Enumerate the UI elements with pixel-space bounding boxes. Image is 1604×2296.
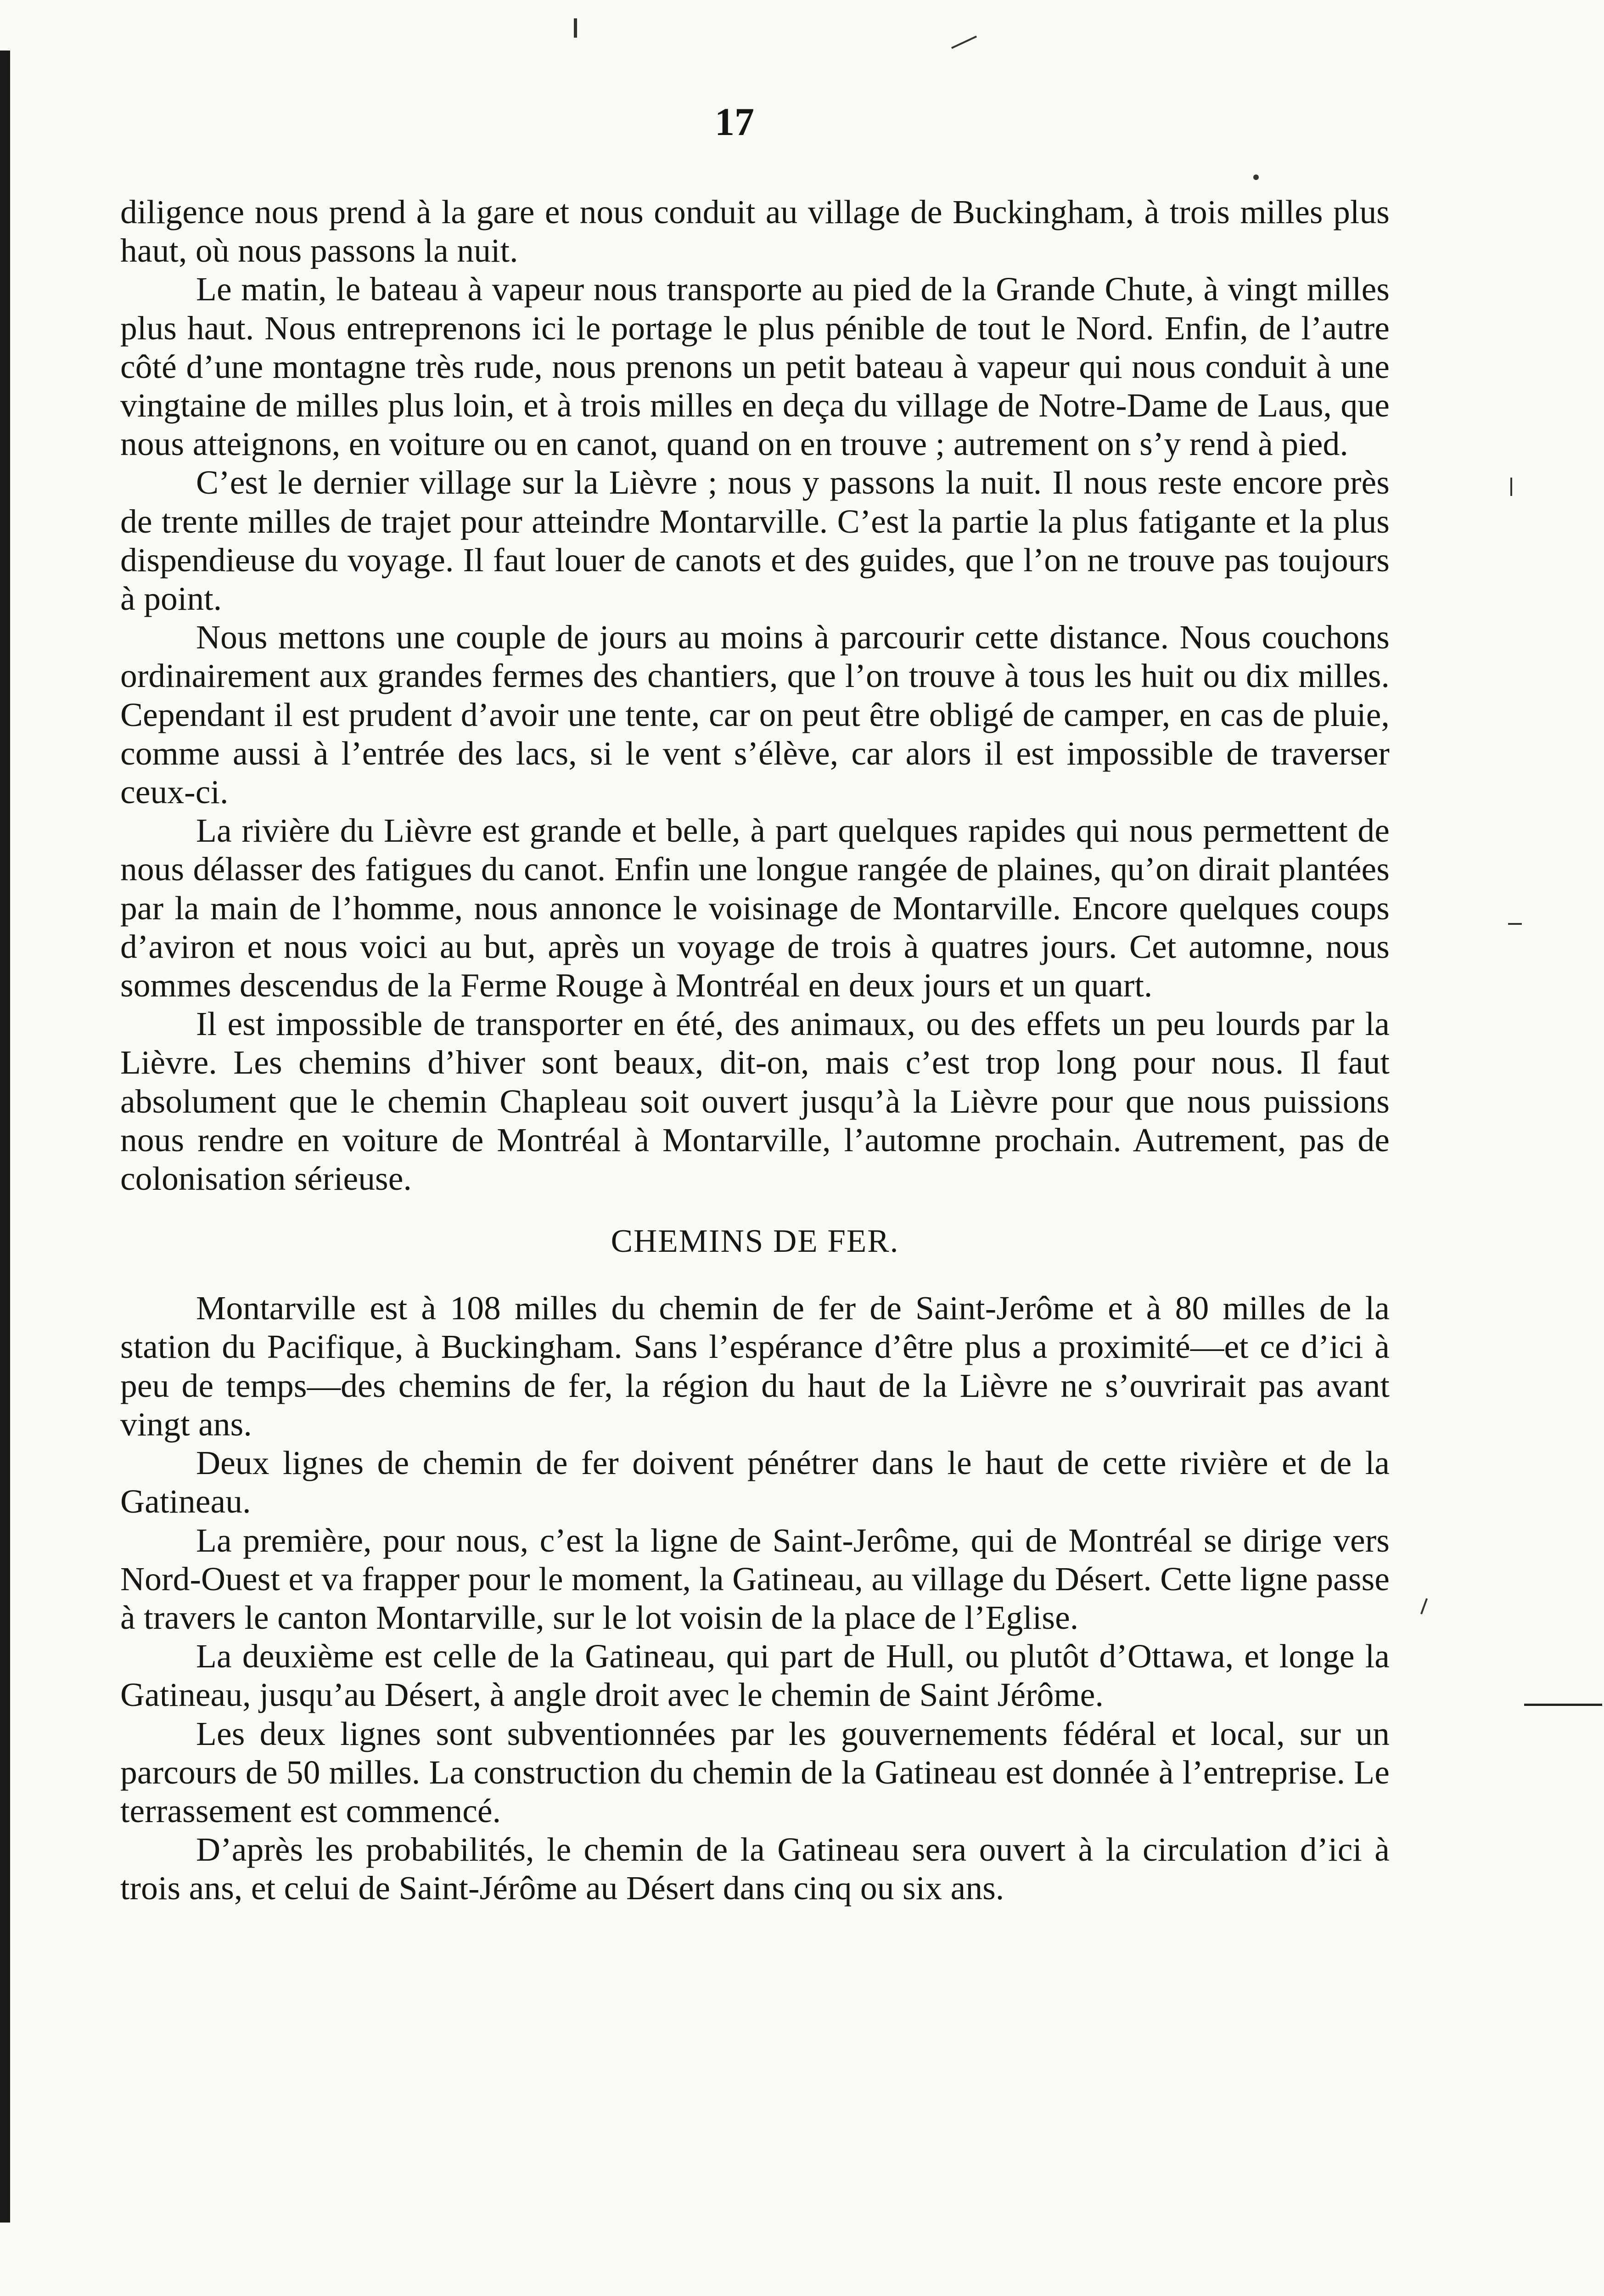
paragraph-2: Le matin, le bateau à vapeur nous transporte au pied de la Grande Chute, à vingt milles plus haut. Nous entreprenons ici le portage le plus pénible de tout le Nord. Enfin, de l’autre côté d’une montagne très rude, nous prenons un petit bateau à vapeur qui nous conduit à une vingtaine de milles plus loin, et à trois milles en deça du village de Notre-Dame de Laus, que nous atteignons, en voiture ou en canot, quand on en trouve ; autrement on s’y rend à pied. (120, 270, 1390, 463)
scan-speck (574, 18, 577, 38)
paragraph-1: diligence nous prend à la gare et nous conduit au village de Buckingham, à trois milles plus haut, où nous passons la nuit. (120, 193, 1390, 270)
paragraph-5: La rivière du Lièvre est grande et belle, à part quelques rapides qui nous permettent de nous délasser des fatigues du canot. Enfin une longue rangée de plaines, qu’on dirait plantées par la main de l’homme, nous annonce le voisinage de Montarville. Encore quelques coups d’aviron et nous voici au but, après un voyage de trois à quatres jours. Cet automne, nous sommes descendus de la Ferme Rouge à Montréal en deux jours et un quart. (120, 812, 1390, 1004)
paragraph-3: C’est le dernier village sur la Lièvre ; nous y passons la nuit. Il nous reste encore près de trente milles de trajet pour atteindre Montarville. C’est la partie la plus fatigante et la plus dispendieuse du voyage. Il faut louer de canots et des guides, que l’on ne trouve pas toujours à point. (120, 464, 1390, 618)
scan-speck (1508, 923, 1522, 925)
section-heading: CHEMINS DE FER. (611, 1223, 899, 1260)
page-number: 17 (715, 100, 754, 144)
scan-speck (1420, 1598, 1428, 1614)
binding-shadow (0, 51, 10, 2223)
paragraph-11: Les deux lignes sont subventionnées par les gouvernements fédéral et local, sur un parcours de 50 milles. La construction du chemin de la Gatineau est donnée à l’entreprise. Le terrassement est commencé. (120, 1715, 1390, 1829)
scan-speck (1510, 478, 1512, 496)
paragraph-8: Deux lignes de chemin de fer doivent pénétrer dans le haut de cette rivière et de la Gatineau. (120, 1444, 1390, 1520)
paragraph-9: La première, pour nous, c’est la ligne de Saint-Jerôme, qui de Montréal se dirige vers Nord-Ouest et va frapper pour le moment, la Gatineau, au village du Désert. Cette ligne passe à travers le canton Montarville, sur le lot voisin de la place de l’Eglise. (120, 1521, 1390, 1636)
margin-rule (1524, 1704, 1602, 1706)
paragraph-7: Montarville est à 108 milles du chemin de fer de Saint-Jerôme et à 80 milles de la station du Pacifique, à Buckingham. Sans l’espérance d’être plus a proximité—et ce d’ici à peu de temps—des chemins de fer, la région du haut de la Lièvre ne s’ouvrirait pas avant vingt ans. (120, 1289, 1390, 1443)
body-text (120, 193, 1390, 1908)
paragraph-6: Il est impossible de transporter en été, des animaux, ou des effets un peu lourds par la Lièvre. Les chemins d’hiver sont beaux, dit-on, mais c’est trop long pour nous. Il faut absolument que le chemin Chapleau soit ouvert jusqu’à la Lièvre pour que nous puissions nous rendre en voiture de Montréal à Montarville, l’automne prochain. Autrement, pas de colonisation sérieuse. (120, 1005, 1390, 1198)
paragraph-4: Nous mettons une couple de jours au moins à parcourir cette distance. Nous couchons ordinairement aux grandes fermes des chantiers, que l’on trouve à tous les huit ou dix milles. Cependant il est prudent d’avoir une tente, car on peut être obligé de camper, en cas de pluie, comme aussi à l’entrée des lacs, si le vent s’élève, car alors il est impossible de traverser ceux-ci. (120, 619, 1390, 811)
scan-speck (1253, 174, 1259, 180)
paragraph-10: La deuxième est celle de la Gatineau, qui part de Hull, ou plutôt d’Ottawa, et longe la Gatineau, jusqu’au Désert, à angle droit avec le chemin de Saint Jérôme. (120, 1638, 1390, 1714)
paragraph-12: D’après les probabilités, le chemin de la Gatineau sera ouvert à la circulation d’ici à trois ans, et celui de Saint-Jérôme au Désert dans cinq ou six ans. (120, 1831, 1390, 1907)
scan-speck (951, 36, 977, 49)
